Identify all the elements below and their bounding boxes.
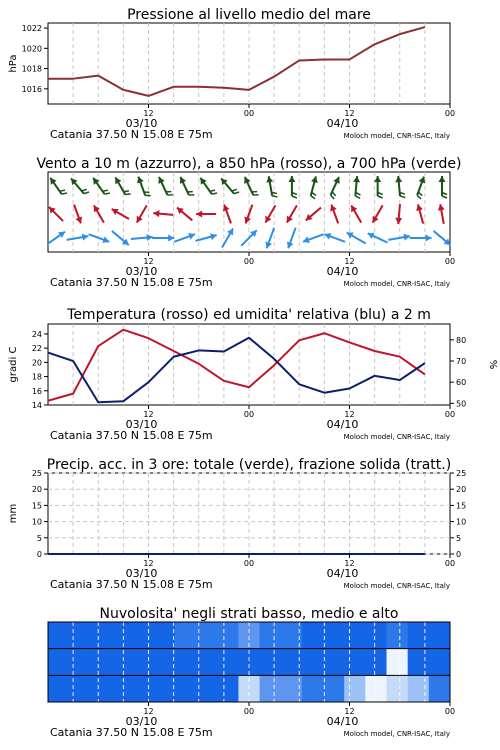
x-tick-label: 00 (444, 257, 456, 266)
wind-barb (355, 196, 360, 198)
wind-arrow (287, 228, 296, 249)
wind-arrow (266, 176, 277, 197)
location-label: Catania 37.50 N 15.08 E 75m (50, 726, 213, 739)
wind-arrow (410, 235, 432, 242)
wind-arrow-head (153, 210, 159, 217)
wind-arrow (368, 233, 388, 243)
y-tick-label: 22 (31, 344, 42, 354)
cloud-cell-basso (387, 675, 409, 702)
y2-tick-label: 15 (456, 501, 467, 511)
y2-tick-label: 70 (456, 357, 467, 367)
location-label: Catania 37.50 N 15.08 E 75m (50, 128, 213, 141)
wind-barb (378, 196, 383, 198)
wind-arrow (287, 205, 297, 222)
wind-arrow (177, 208, 192, 221)
wind-barb (82, 189, 87, 191)
panel-pressure (8, 7, 455, 141)
y-tick-label: 18 (31, 372, 42, 382)
model-credit: Moloch model, CNR-ISAC, Italy (343, 280, 450, 288)
wind-arrow (180, 177, 194, 195)
x-tick-label: 12 (344, 109, 355, 118)
cloud-cell-basso (48, 675, 70, 702)
y-tick-label: 0 (36, 550, 42, 559)
wind-arrow (303, 234, 324, 243)
wind-arrow (311, 176, 318, 199)
cloud-cell-medio (175, 649, 197, 676)
wind-arrow (351, 205, 361, 222)
wind-barb (442, 196, 447, 198)
y2-tick-label: 10 (456, 517, 467, 527)
wind-arrow (388, 234, 410, 241)
cloud-cell-alto (387, 622, 409, 649)
wind-arrow (439, 176, 448, 198)
wind-arrow-head (353, 176, 360, 182)
cloud-cell-alto (175, 622, 197, 649)
wind-barb (417, 195, 421, 199)
cloud-cell-medio (408, 649, 430, 676)
cloud-cell-medio (133, 649, 155, 676)
wind-arrow (265, 228, 274, 249)
cloud-cell-alto (90, 622, 112, 649)
wind-arrow (438, 204, 445, 224)
wind-arrow (331, 177, 340, 199)
cloud-cell-alto (302, 622, 324, 649)
date-label: 04/10 (326, 567, 359, 580)
temperature-line (48, 330, 425, 401)
y2-tick-label: 5 (456, 533, 462, 543)
wind-barb (272, 196, 277, 197)
y2-tick-label: 60 (456, 378, 467, 388)
wind-arrow (71, 178, 89, 193)
cloud-cell-basso (323, 675, 345, 702)
y-tick-label: 1020 (21, 44, 42, 54)
model-credit: Moloch model, CNR-ISAC, Italy (343, 132, 450, 140)
cloud-cell-alto (260, 622, 282, 649)
panel-wind (36, 156, 461, 289)
cloud-cell-alto (154, 622, 176, 649)
wind-arrow (200, 178, 217, 194)
wind-arrow (244, 205, 252, 224)
cloud-cell-alto (69, 622, 91, 649)
wind-arrow (131, 234, 153, 241)
wind-arrow-head (146, 234, 152, 241)
y2-tick-label: 20 (456, 485, 467, 495)
wind-barb (84, 192, 89, 194)
wind-arrow (417, 177, 425, 199)
panel-title: Nuvolosita' negli strati basso, medio e alto (99, 606, 399, 622)
x-tick-label: 12 (344, 410, 355, 419)
x-tick-label: 00 (243, 109, 255, 118)
wind-arrow-head (416, 204, 423, 211)
date-label: 03/10 (125, 418, 158, 431)
x-tick-label: 00 (444, 109, 456, 118)
cloud-cell-medio (260, 649, 282, 676)
wind-barb (210, 190, 215, 191)
plot-frame (48, 324, 450, 405)
y-tick-label: 10 (31, 517, 42, 527)
wind-arrow (89, 234, 110, 243)
wind-arrow (112, 209, 129, 219)
location-label: Catania 37.50 N 15.08 E 75m (50, 429, 213, 442)
x-tick-label: 12 (143, 707, 154, 716)
wind-arrow (50, 178, 67, 194)
wind-arrow (47, 232, 65, 245)
panel-precipitation (8, 457, 466, 591)
cloud-cell-medio (90, 649, 112, 676)
wind-barb (105, 193, 110, 194)
wind-arrow (374, 176, 383, 198)
cloud-cell-medio (217, 649, 239, 676)
cloud-cell-alto (133, 622, 155, 649)
wind-arrow (288, 176, 297, 198)
wind-arrow (395, 204, 402, 224)
wind-arrow (112, 231, 129, 245)
wind-barb (232, 189, 237, 191)
cloud-cell-basso (111, 675, 133, 702)
wind-barb (125, 194, 130, 195)
wind-barb (103, 190, 108, 191)
y2-tick-label: 50 (456, 399, 467, 409)
cloud-cell-basso (302, 675, 324, 702)
wind-arrow-head (374, 176, 381, 182)
panel-title: Precip. acc. in 3 ore: totale (verde), frazione solida (tratt.) (46, 457, 452, 473)
cloud-cell-basso (133, 675, 155, 702)
wind-barb (312, 192, 316, 195)
cloud-cell-alto (196, 622, 218, 649)
wind-barb (332, 192, 336, 196)
cloud-cell-basso (429, 675, 451, 702)
cloud-cell-medio (69, 649, 91, 676)
x-tick-label: 12 (344, 559, 355, 568)
wind-arrow (67, 234, 89, 241)
wind-arrow-head (439, 176, 446, 182)
cloud-cell-medio (387, 649, 409, 676)
wind-arrow-head (395, 176, 402, 182)
location-label: Catania 37.50 N 15.08 E 75m (50, 276, 213, 289)
wind-barb (60, 190, 65, 191)
y2-tick-label: 25 (456, 469, 467, 478)
y-tick-label: 15 (31, 501, 42, 511)
date-label: 03/10 (125, 567, 158, 580)
wind-arrow (324, 233, 345, 242)
date-label: 04/10 (326, 265, 359, 278)
y-tick-label: 16 (31, 386, 42, 396)
date-label: 03/10 (125, 265, 158, 278)
wind-barb (331, 195, 335, 199)
plot-frame (48, 23, 450, 104)
cloud-cell-medio (302, 649, 324, 676)
wind-barb (400, 196, 405, 198)
panel-cloud-cover (48, 606, 455, 739)
wind-barb (311, 196, 315, 199)
cloud-cell-basso (217, 675, 239, 702)
wind-arrow (244, 177, 258, 195)
cloud-cell-basso (408, 675, 430, 702)
x-tick-label: 00 (444, 410, 456, 419)
location-label: Catania 37.50 N 15.08 E 75m (50, 578, 213, 591)
cloud-cell-medio (323, 649, 345, 676)
humidity-line (48, 338, 425, 403)
x-tick-label: 12 (143, 109, 154, 118)
cloud-cell-basso (90, 675, 112, 702)
cloud-cell-basso (260, 675, 282, 702)
wind-arrow (306, 208, 321, 221)
y-tick-label: 1018 (21, 64, 42, 74)
cloud-cell-basso (344, 675, 366, 702)
x-tick-label: 00 (243, 707, 255, 716)
wind-arrow-head (288, 176, 295, 182)
cloud-cell-alto (323, 622, 345, 649)
cloud-cell-medio (154, 649, 176, 676)
cloud-cell-alto (408, 622, 430, 649)
y2-tick-label: 0 (456, 550, 462, 559)
x-tick-label: 00 (444, 559, 456, 568)
wind-arrow (152, 235, 174, 242)
cloud-cell-basso (69, 675, 91, 702)
date-label: 03/10 (125, 117, 158, 130)
wind-arrow (49, 207, 63, 221)
y2-axis-label: % (487, 359, 498, 370)
cloud-cell-medio (48, 649, 70, 676)
cloud-cell-alto (344, 622, 366, 649)
panel-title: Pressione al livello medio del mare (127, 7, 371, 23)
cloud-cell-medio (344, 649, 366, 676)
wind-arrow-head (426, 235, 432, 242)
wind-arrow (174, 233, 195, 242)
wind-arrow (153, 210, 173, 217)
y-axis-label: hPa (8, 54, 19, 73)
cloud-cell-medio (365, 649, 387, 676)
model-credit: Moloch model, CNR-ISAC, Italy (343, 730, 450, 738)
cloud-cell-medio (111, 649, 133, 676)
date-label: 04/10 (326, 715, 359, 728)
x-tick-label: 12 (143, 559, 154, 568)
x-tick-label: 12 (344, 707, 355, 716)
cloud-cell-alto (48, 622, 70, 649)
x-tick-label: 12 (143, 257, 154, 266)
wind-barb (292, 196, 297, 198)
wind-arrow (330, 205, 338, 224)
wind-arrow (74, 205, 82, 224)
wind-barb (418, 192, 422, 196)
wind-arrow (158, 177, 172, 195)
y2-tick-label: 80 (456, 335, 467, 345)
panel-temperature-humidity (8, 307, 498, 442)
cloud-cell-medio (429, 649, 451, 676)
cloud-cell-basso (365, 675, 387, 702)
wind-barb (234, 192, 239, 194)
panel-title: Temperatura (rosso) ed umidita' relativa (blu) a 2 m (67, 307, 431, 323)
wind-arrow-head (210, 233, 217, 240)
wind-arrow (137, 205, 147, 222)
pressure-line (48, 27, 425, 96)
model-credit: Moloch model, CNR-ISAC, Italy (343, 582, 450, 590)
wind-arrow (353, 176, 360, 198)
x-tick-label: 00 (444, 707, 456, 716)
cloud-cell-alto (217, 622, 239, 649)
cloud-cell-basso (196, 675, 218, 702)
cloud-cell-alto (365, 622, 387, 649)
y-axis-label: mm (8, 503, 19, 524)
wind-arrow (94, 205, 104, 222)
x-tick-label: 12 (344, 257, 355, 266)
x-tick-label: 00 (243, 559, 255, 568)
plot-frame (48, 473, 450, 554)
y-tick-label: 25 (31, 469, 42, 478)
y-tick-label: 5 (36, 533, 42, 543)
wind-barb (124, 191, 129, 192)
panel-title: Vento a 10 m (azzurro), a 850 hPa (rosso), a 700 hPa (verde) (36, 156, 462, 172)
wind-arrow (93, 178, 110, 194)
wind-barb (62, 193, 67, 194)
x-tick-label: 00 (243, 257, 255, 266)
date-label: 03/10 (125, 715, 158, 728)
date-label: 04/10 (326, 418, 359, 431)
y-tick-label: 20 (31, 485, 42, 495)
y-tick-label: 24 (31, 329, 42, 339)
wind-arrow-head (311, 176, 318, 183)
y-axis-label: gradi C (8, 346, 19, 383)
wind-arrow (416, 204, 423, 223)
wind-arrow (434, 231, 451, 245)
cloud-cell-alto (429, 622, 451, 649)
x-tick-label: 12 (143, 410, 154, 419)
cloud-cell-medio (196, 649, 218, 676)
wind-barb (212, 193, 217, 194)
y-tick-label: 20 (31, 358, 42, 368)
cloud-cell-alto (111, 622, 133, 649)
x-tick-label: 00 (243, 410, 255, 419)
wind-arrow-head (395, 218, 402, 224)
cloud-cell-basso (175, 675, 197, 702)
date-label: 04/10 (326, 117, 359, 130)
model-credit: Moloch model, CNR-ISAC, Italy (343, 433, 450, 441)
y-tick-label: 14 (31, 401, 42, 410)
y-tick-label: 1022 (21, 24, 42, 34)
y-tick-label: 1016 (21, 84, 42, 94)
cloud-cell-basso (154, 675, 176, 702)
